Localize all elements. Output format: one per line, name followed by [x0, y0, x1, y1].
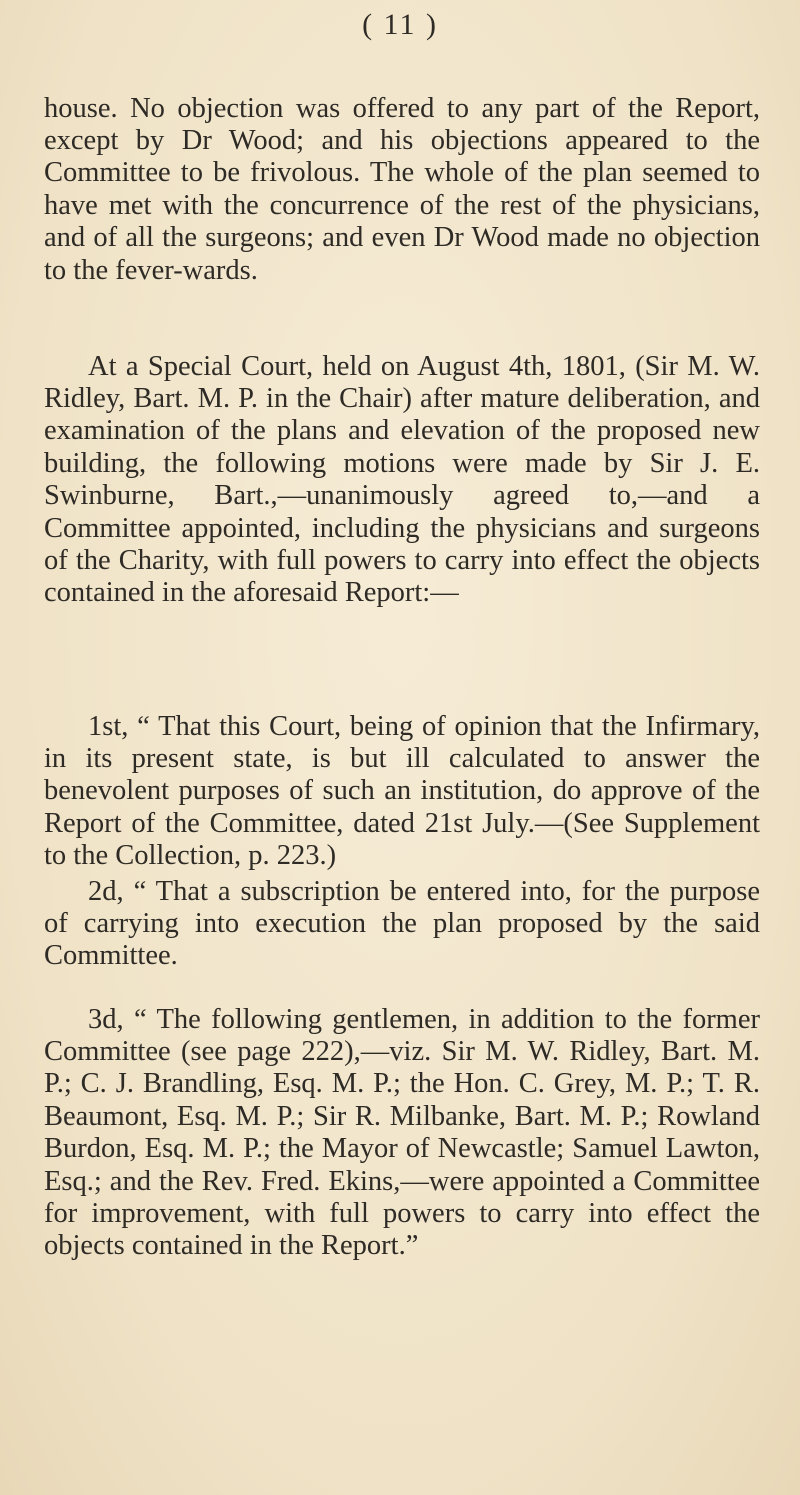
paragraph-special-court: At a Special Court, held on August 4th, 1801, (Sir M. W. Ridley, Bart. M. P. in the Chair) after mature deliberation, and examination of the plans and elevation of the proposed new building, the following motions were made by Sir J. E. Swinburne, Bart.,—unanimously agreed to,—and a Committee appointed, including the physicians and surgeons of the Charity, with full powers to carry into effect the objects contained in the aforesaid Report:— — [44, 350, 760, 609]
page-number-header: ( 11 ) — [362, 8, 438, 41]
paragraph-objections: house. No objection was offered to any part of the Report, except by Dr Wood; and his objections appeared to the Committee to be frivolous. The whole of the plan seemed to have met with the concurrence of the rest of the physicians, and of all the surgeons; and even Dr Wood made no objection to the fever-wards. — [44, 92, 760, 286]
paragraph-motion-third: 3d, “ The following gentlemen, in addition to the former Committee (see page 222),—viz. Sir M. W. Ridley, Bart. M. P.; C. J. Brandling, Esq. M. P.; the Hon. C. Grey, M. P.; T. R. Beaumont, Esq. M. P.; Sir R. Milbanke, Bart. M. P.; Rowland Burdon, Esq. M. P.; the Mayor of Newcastle; Samuel Lawton, Esq.; and the Rev. Fred. Ekins,—were appointed a Committee for improvement, with full powers to carry into effect the objects contained in the Report.” — [44, 1003, 760, 1262]
paragraph-motion-second: 2d, “ That a subscription be entered into, for the purpose of carrying into execution the plan proposed by the said Committee. — [44, 875, 760, 972]
paragraph-motion-first: 1st, “ That this Court, being of opinion that the Infirmary, in its present state, is but ill calculated to answer the benevolent purposes of such an institution, do approve of the Report of the Committee, dated 21st July.—(See Supplement to the Collection, p. 223.) — [44, 710, 760, 872]
